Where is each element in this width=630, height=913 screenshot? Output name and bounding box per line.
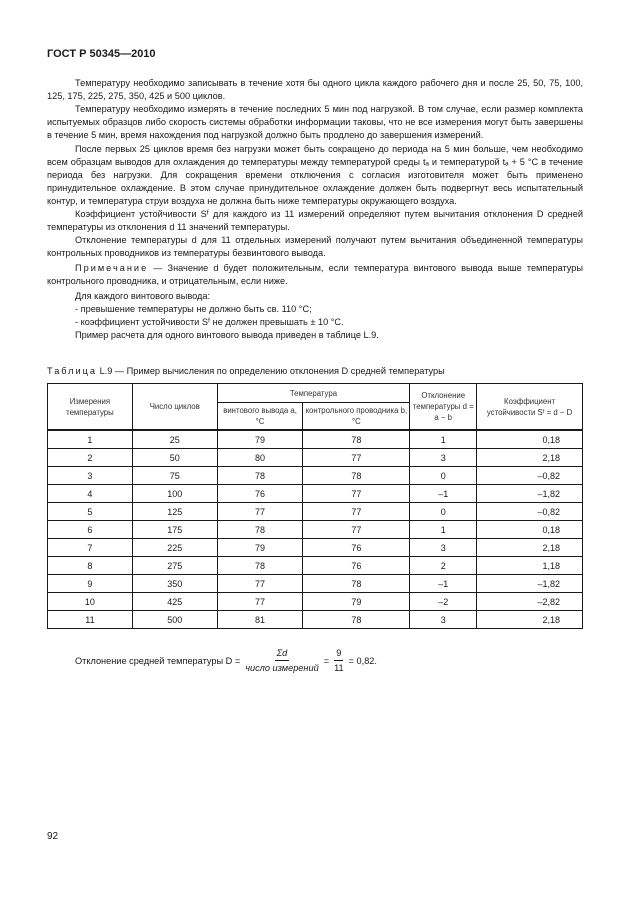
requirements-intro: Для каждого винтового вывода: <box>75 291 211 301</box>
average-deviation-formula <box>75 647 377 674</box>
table-cell: 76 <box>303 557 410 575</box>
page-number: 92 <box>47 831 59 842</box>
table-cell: –0,82 <box>477 503 583 521</box>
header-screw-terminal: винтового вывода a, °C <box>217 403 303 431</box>
table-cell: 2 <box>410 557 477 575</box>
formula-fraction <box>243 647 320 674</box>
formula-lead: Отклонение средней температуры D = <box>75 655 241 666</box>
table-cell: 3 <box>48 467 133 485</box>
table-cell: 79 <box>217 430 303 449</box>
formula-equals: = <box>323 655 330 666</box>
table-row <box>48 430 583 449</box>
table-row <box>48 557 583 575</box>
table-cell: 350 <box>132 575 217 593</box>
table-cell: 75 <box>132 467 217 485</box>
table-caption-text: L.9 — Пример вычисления по определению отклонения D средней температуры <box>99 366 445 376</box>
document-header: ГОСТ Р 50345—2010 <box>47 48 156 60</box>
note-text: — Значение d будет положительным, если температура винтового вывода выше температуры контрольного проводника, и отрицательным, если ниже. <box>47 263 583 286</box>
table-cell: 0 <box>410 467 477 485</box>
table-cell: –0,82 <box>477 467 583 485</box>
formula-numerator-value: 9 <box>334 647 343 661</box>
table-row <box>48 575 583 593</box>
table-cell: 77 <box>303 485 410 503</box>
table-row <box>48 449 583 467</box>
table-cell: 50 <box>132 449 217 467</box>
formula-fraction-values <box>332 647 346 674</box>
table-cell: –2 <box>410 593 477 611</box>
table-cell: 7 <box>48 539 133 557</box>
table-cell: 77 <box>303 521 410 539</box>
header-temperature: Температура <box>217 384 410 403</box>
table-cell: 11 <box>48 611 133 629</box>
table-cell: 80 <box>217 449 303 467</box>
table-cell: 175 <box>132 521 217 539</box>
table-cell: –2,82 <box>477 593 583 611</box>
table-cell: 0,18 <box>477 521 583 539</box>
paragraph-5: Отклонение температуры d для 11 отдельных измерений получают путем вычитания объединенной температуры контрольных проводников из температуры безвинтового вывода. <box>47 235 583 258</box>
table-body <box>48 430 583 629</box>
table-cell: 3 <box>410 611 477 629</box>
table-cell: 79 <box>303 593 410 611</box>
paragraph-4: Коэффициент устойчивости Sᶠ для каждого из 11 измерений определяют путем вычитания отклонения D средней температуры из отклонения d 11 значений температуры. <box>47 209 583 232</box>
table-cell: 2,18 <box>477 449 583 467</box>
table-cell: –1,82 <box>477 485 583 503</box>
table-cell: 125 <box>132 503 217 521</box>
table-cell: 79 <box>217 539 303 557</box>
table-cell: 10 <box>48 593 133 611</box>
paragraph-1: Температуру необходимо записывать в течение хотя бы одного цикла каждого рабочего дня и после 25, 50, 75, 100, 125, 175, 225, 275, 350, 425 и 500 циклов. <box>47 78 583 101</box>
formula-result: = 0,82. <box>348 655 377 666</box>
table-cell: 5 <box>48 503 133 521</box>
table-cell: 2,18 <box>477 539 583 557</box>
table-row <box>48 521 583 539</box>
table-cell: 81 <box>217 611 303 629</box>
paragraph-2: Температуру необходимо измерять в течение последних 5 мин под нагрузкой. В том случае, если размер комплекта испытуемых образцов либо скорость системы обработки информации таковы, что не все измерения могут быть завершены в течение 5 мин, время нахождения под нагрузкой должно быть продлено до завершения измерений. <box>47 104 583 140</box>
table-cell: 9 <box>48 575 133 593</box>
table-cell: 78 <box>303 467 410 485</box>
table-row <box>48 593 583 611</box>
table-cell: 78 <box>217 521 303 539</box>
table-row <box>48 485 583 503</box>
header-control-conductor: контрольного проводника b, °C <box>303 403 410 431</box>
note <box>47 262 583 288</box>
header-cycles: Число циклов <box>132 384 217 431</box>
table-cell: 78 <box>217 557 303 575</box>
formula-numerator: Σd <box>275 647 290 661</box>
table-row <box>48 611 583 629</box>
table-row <box>48 467 583 485</box>
table-cell: 100 <box>132 485 217 503</box>
table-cell: –1 <box>410 575 477 593</box>
note-label: Примечание <box>75 263 149 273</box>
table-cell: 2,18 <box>477 611 583 629</box>
header-measurements: Измерения температуры <box>48 384 133 431</box>
results-table <box>47 383 583 629</box>
requirement-1: - превышение температуры не должно быть св. 110 °С; <box>75 304 312 314</box>
table-cell: 2 <box>48 449 133 467</box>
table-cell: 77 <box>217 575 303 593</box>
table-cell: 425 <box>132 593 217 611</box>
table-cell: 78 <box>303 575 410 593</box>
table-cell: 275 <box>132 557 217 575</box>
table-cell: 0 <box>410 503 477 521</box>
example-reference: Пример расчета для одного винтового вывода приведен в таблице L.9. <box>75 330 379 340</box>
table-cell: 76 <box>217 485 303 503</box>
table-cell: 1 <box>410 430 477 449</box>
table-row <box>48 503 583 521</box>
table-cell: 4 <box>48 485 133 503</box>
table-cell: 1 <box>410 521 477 539</box>
table-cell: 0,18 <box>477 430 583 449</box>
table-cell: 3 <box>410 539 477 557</box>
table-row <box>48 539 583 557</box>
table-cell: 78 <box>303 611 410 629</box>
table-caption-label: Таблица <box>47 366 98 376</box>
table-caption <box>47 366 445 376</box>
body-text <box>47 77 583 342</box>
table-cell: 77 <box>303 503 410 521</box>
table-cell: 225 <box>132 539 217 557</box>
requirement-2: - коэффициент устойчивости Sᶠ не должен превышать ± 10 °С. <box>75 317 344 327</box>
table-cell: 77 <box>217 503 303 521</box>
header-coefficient: Коэффициент устойчивости Sᶠ = d − D <box>477 384 583 431</box>
table-cell: 6 <box>48 521 133 539</box>
header-deviation: Отклонение температуры d = a − b <box>410 384 477 431</box>
table-cell: 8 <box>48 557 133 575</box>
table-cell: 500 <box>132 611 217 629</box>
formula-denominator: число измерений <box>245 663 319 673</box>
table-cell: 76 <box>303 539 410 557</box>
table-cell: 77 <box>217 593 303 611</box>
table-cell: 78 <box>303 430 410 449</box>
table-cell: –1,82 <box>477 575 583 593</box>
table-cell: 1 <box>48 430 133 449</box>
table-cell: 3 <box>410 449 477 467</box>
table-cell: 77 <box>303 449 410 467</box>
table-cell: 1,18 <box>477 557 583 575</box>
table-cell: 78 <box>217 467 303 485</box>
table-cell: –1 <box>410 485 477 503</box>
formula-denominator-value: 11 <box>334 663 344 673</box>
paragraph-3: После первых 25 циклов время без нагрузки может быть сокращено до периода на 5 мин больше, чем необходимо всем образцам выводов для охлаждения до температуры между температурой среды tₐ и температурой tₐ + 5 °С в течение периода без нагрузки. Для сокращения времени отключения с согласия изготовителя может быть применено принудительное охлаждение. В этом случае принудительное охлаждение должен быть подвергнут весь испытательный контур, и температура струи воздуха не должна быть ниже температуры окружающего воздуха. <box>47 144 583 206</box>
table-cell: 25 <box>132 430 217 449</box>
